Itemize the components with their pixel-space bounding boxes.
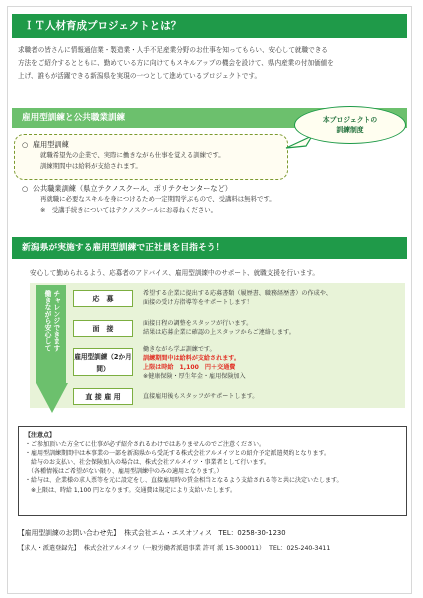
item-label: 公共職業訓練（県立テクノスクール、ポリテクセンターなど）	[32, 184, 232, 193]
item-desc-line: 就職希望先の企業で、実際に働きながら仕事を覚える訓練です。	[40, 151, 225, 159]
bubble-line: 訓練制度	[336, 126, 364, 134]
item-employment-training	[22, 139, 225, 172]
item-public-training	[22, 183, 276, 216]
step-line: 希望する企業に提出する応募書類（履歴書、職務経歴書）の作成や、	[143, 290, 332, 297]
footer-label: 【求人・派遣登録先】	[18, 545, 80, 552]
circle-mark: ○	[22, 184, 29, 193]
footer-line-1	[18, 527, 286, 537]
arrow-line: チャレンジできます	[51, 290, 60, 352]
step-line-red: 上限は時給 1,100 円＋交通費	[143, 364, 236, 371]
intro-paragraph	[18, 44, 403, 83]
step-line: 直接雇用後もスタッフがサポートします。	[143, 393, 259, 400]
intro-line: 上げ、誰もが活躍できる新潟県を実現の一つとして進めているプロジェクトです。	[18, 72, 262, 80]
notes-box	[18, 426, 407, 516]
notes-title: 【注意点】	[25, 432, 56, 439]
step-line: 働きながら学ぶ訓練です。	[143, 346, 216, 353]
note-line: ※上限は、時給 1,100 円となります。交通費は規定により支給いたします。	[25, 486, 237, 494]
item-desc-line: 再就職に必要なスキルを身につけるため一定期間学ぶもので、受講料は無料です。	[40, 195, 276, 203]
item-desc-line: ※ 受講手続きについてはテクノスクールにお尋ねください。	[40, 206, 218, 214]
step-line-red: 訓練期間中は給料が支給されます。	[143, 355, 241, 362]
bubble-line: 本プロジェクトの	[322, 116, 378, 124]
section-header-training: 雇用型訓練と公共職業訓練	[12, 108, 407, 128]
note-line: ・雇用型訓練期間中は本事業の一部を新潟県から受託する株式会社アルメイツとの紹介予定派遣契約となります。	[25, 450, 330, 458]
item-desc-line: 訓練期間中は給料が支給されます。	[40, 162, 142, 170]
step-line: 結果は応募企業に確認の上スタッフからご連絡します。	[143, 329, 295, 336]
step-label: 応 募	[73, 290, 133, 307]
intro-line: 求職者の皆さんに情報通信業・製造業・人手不足産業分野のお仕事を知ってもらい、安心して就職できる	[18, 46, 328, 54]
footer-company: 株式会社エム・エスオフィス	[124, 529, 212, 537]
step-line: ※健康保険・厚生年金・雇用保険加入	[143, 373, 246, 380]
footer-line-2	[18, 543, 330, 552]
item-label: 雇用型訓練	[32, 140, 69, 149]
note-line: （各種情報はご希望がない限り、雇用型訓練中のみの適用となります。）	[25, 468, 223, 476]
footer-tel: TEL：025-240-3411	[269, 545, 331, 552]
step-label: 面 接	[73, 320, 133, 337]
arrow-text	[40, 290, 62, 354]
note-line: 給与のお支払い、社会保険加入の場合は、株式会社アルメイツ・事業者として行います。	[25, 459, 270, 467]
intro-line: 方法をご紹介するとともに、勤めている方に向けてもスキルアップの機会を設けて、県内産業の付加価値を	[18, 59, 334, 67]
section-header-niigata: 新潟県が実施する雇用型訓練で正社員を目指そう！	[12, 237, 407, 259]
note-line: ・ご参加頂いた方全てに仕事が必ず紹介されるわけではありませんのでご注意ください。	[25, 441, 266, 449]
step-label: 直 接 雇 用	[73, 388, 133, 405]
note-line: ・給与は、企業様の求人票等を元に設定をし、直接雇用時の賃金相当となるよう支給される等と共に決定いたします。	[25, 477, 343, 485]
step-line: 面接の受け方指導等をサポートします！	[143, 299, 253, 306]
arrow-line: 働きながら安心して	[43, 290, 51, 352]
footer-company: 株式会社アルメイツ（一般労働者派遣事業 許可 派 15-300011）	[83, 545, 266, 552]
step-label: 雇用型訓練（2か月間）	[73, 348, 133, 376]
footer-label: 【雇用型訓練のお問い合わせ先】	[18, 529, 120, 537]
section-header-it-project: ＩＴ人材育成プロジェクトとは？	[12, 14, 407, 38]
section3-subtitle: 安心して勤められるよう、応募者のアドバイス、雇用型訓練中のサポート、就職支援を行います。	[30, 269, 320, 277]
callout-bubble	[294, 106, 406, 144]
circle-mark: ○	[22, 140, 29, 149]
footer-tel: TEL：0258-30-1230	[218, 529, 286, 537]
step-line: 面接日程の調整をスタッフが行います。	[143, 320, 253, 327]
